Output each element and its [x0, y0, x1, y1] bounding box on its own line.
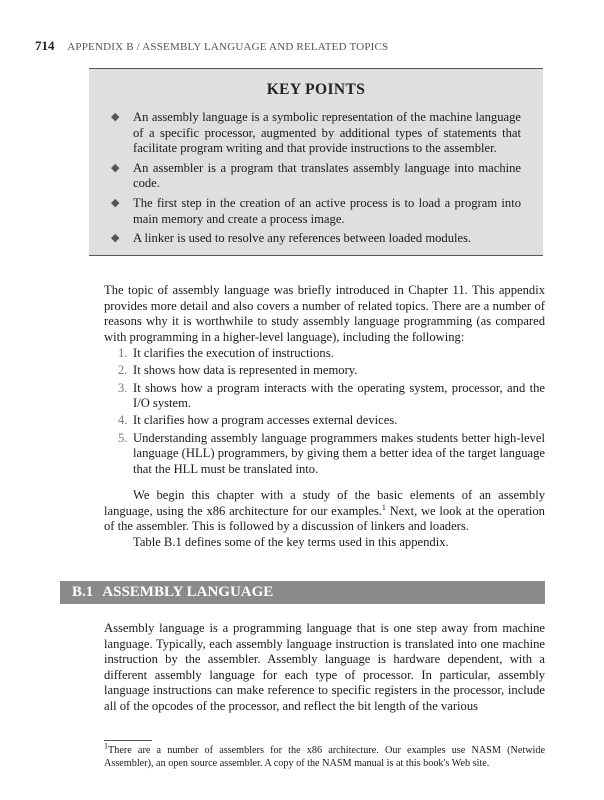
- section-heading-bar: [60, 581, 545, 604]
- diamond-bullet-icon: ◆: [111, 196, 120, 209]
- intro-paragraph: The topic of assembly language was briefly introduced in Chapter 11. This appendix provides more detail and also covers a number of related topics. There are a number of reasons why it is worthwhile to study assembly language programming (as compared with programming in a higher-level language), including the following:: [104, 283, 545, 344]
- key-point-text: An assembly language is a symbolic representation of the machine language of a specific processor, augmented by additional types of statements that facilitate program writing and that provide instructions to the assembler.: [133, 110, 521, 156]
- table-reference-paragraph: Table B.1 defines some of the key terms used in this appendix.: [133, 535, 449, 549]
- footnote-mark: 1: [104, 741, 108, 751]
- key-points-title: KEY POINTS: [266, 81, 366, 98]
- section-heading: [72, 584, 273, 601]
- list-text: It clarifies how a program accesses external devices.: [133, 413, 398, 428]
- footnote-text: There are a number of assemblers for the x86 architecture. Our examples use NASM (Netwide Assembler), an open source assembler. A copy of the NASM manual is at this book's Web site.: [104, 745, 545, 769]
- running-header: [35, 38, 388, 54]
- list-item: [118, 413, 545, 429]
- key-point-item: [111, 110, 521, 157]
- diamond-bullet-icon: ◆: [111, 232, 120, 245]
- key-point-item: [111, 231, 521, 247]
- footnote: [104, 741, 545, 770]
- list-number: 1.: [118, 346, 128, 360]
- list-item: [118, 431, 545, 478]
- section-title: ASSEMBLY LANGUAGE: [102, 584, 274, 600]
- overview-text-start: We begin this chapter with a study of the basic elements of an assembly language, using the x86 architecture for our examples.: [104, 488, 545, 518]
- section-paragraph: Assembly language is a programming language that is one step away from machine language. Typically, each assembly language instruction is translated into one machine instruction by the assembler. Assembly language is hardware dependent, with a different assembly language for each type of processor. In particular, assembly language instructions can make reference to specific registers in the processor, include all of the opcodes of the processor, and reflect the bit length of the various: [104, 621, 545, 713]
- list-text: It shows how data is represented in memory.: [133, 363, 358, 378]
- footnote-ref[interactable]: 1: [381, 502, 386, 512]
- footnote-divider: [104, 740, 152, 741]
- list-item: [118, 363, 545, 379]
- list-text: It shows how a program interacts with the operating system, processor, and the I/O system.: [133, 380, 545, 411]
- list-number: 4.: [118, 413, 128, 428]
- key-point-item: [111, 161, 521, 192]
- key-point-text: A linker is used to resolve any references between loaded modules.: [133, 231, 472, 246]
- list-item: [118, 381, 545, 412]
- diamond-bullet-icon: ◆: [111, 111, 120, 123]
- overview-text-end: Next, we look at the operation of the assembler. This is followed by a discussion of linkers and loaders.: [104, 503, 545, 534]
- list-number: 2.: [118, 363, 128, 378]
- overview-paragraph: [104, 488, 545, 535]
- key-points-list: [111, 110, 521, 251]
- key-point-text: An assembler is a program that translates assembly language into machine code.: [133, 160, 521, 191]
- list-item: [118, 346, 545, 362]
- reasons-list: [118, 346, 545, 479]
- running-title: APPENDIX B / ASSEMBLY LANGUAGE AND RELATED TOPICS: [67, 41, 389, 53]
- key-points-box: [89, 68, 543, 256]
- key-point-text: The first step in the creation of an active process is to load a program into main memory and create a process image.: [133, 195, 521, 226]
- page-number: 714: [35, 38, 55, 53]
- list-number: 5.: [118, 430, 128, 445]
- diamond-bullet-icon: ◆: [111, 161, 120, 174]
- list-text: Understanding assembly language programmers makes students better high-level language (HLL) programmers, by giving them a better idea of the target language that the HLL must be translated into.: [133, 430, 545, 476]
- section-number: B.1: [72, 584, 94, 600]
- list-text: It clarifies the execution of instructions.: [133, 346, 334, 360]
- key-point-item: [111, 196, 521, 227]
- list-number: 3.: [118, 380, 128, 395]
